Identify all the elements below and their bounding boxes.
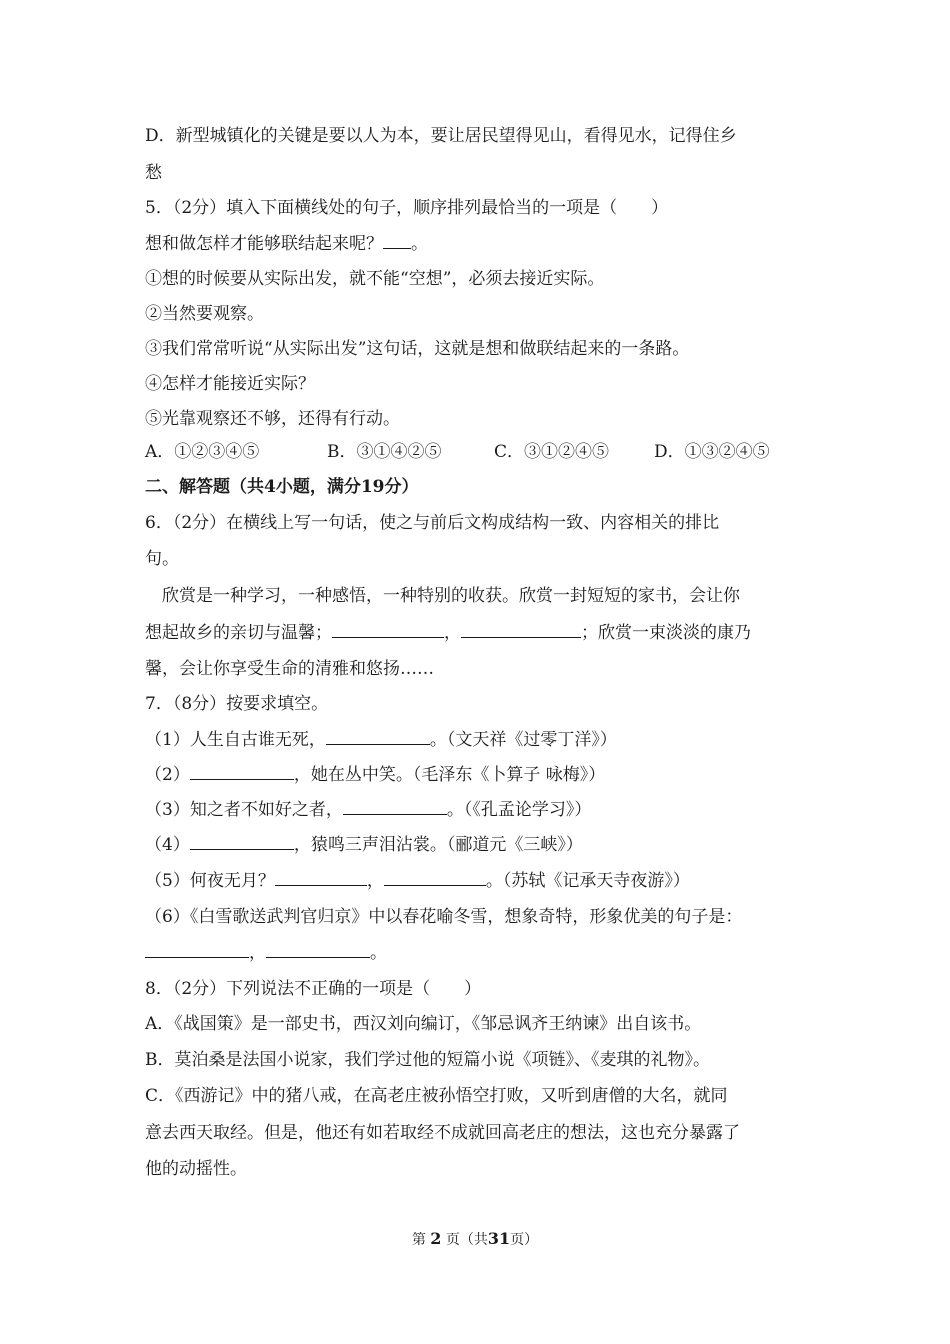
q4-option-d-line2: 愁 [145,163,162,183]
footer-prefix: 第 [411,1232,426,1248]
q6-para-text-a: 想起故乡的亲切与温馨； [145,623,332,643]
q7-item5-blank-1 [275,869,367,886]
q6-para-line1: 欣赏是一种学习，一种感悟，一种特别的收获。欣赏一封短短的家书，会让你 [162,586,740,606]
q7-item-4 [145,833,583,857]
q5-sentence-1: ①想的时候要从实际出发，就不能“空想”，必须去接近实际。 [145,269,605,289]
q7-item6-blank-1 [145,941,249,958]
q5-option-b: B．③①④②⑤ [327,442,442,462]
q5-options [145,440,770,464]
q7-item5-text: （5）何夜无月？ [145,871,275,891]
q8-option-c-line1: C．《西游记》中的猪八戒，在高老庄被孙悟空打败，又听到唐僧的大名，就同 [145,1086,728,1106]
footer-suffix: 页） [510,1232,539,1248]
q7-item2-text: （2） [145,765,190,785]
q7-item1-source: 。（文天祥《过零丁洋》） [429,730,617,750]
page-footer [0,1229,950,1249]
q5-option-c: C．③①②④⑤ [494,442,610,462]
q6-stem-line2: 句。 [145,549,179,569]
q7-item4-blank [190,833,294,850]
q5-prompt-end: 。 [411,234,428,254]
q7-stem: 7．（8分）按要求填空。 [145,694,329,714]
q5-sentence-2: ②当然要观察。 [145,304,264,324]
q5-option-a: A．①②③④⑤ [145,442,260,462]
q7-item5-blank-2 [384,869,486,886]
q7-item3-blank [343,798,447,815]
q6-blank-2 [461,621,581,638]
q7-item2-blank [190,763,294,780]
q7-item4-source: ，猿鸣三声泪沾裳。（郦道元《三峡》） [293,835,583,855]
q8-option-a: A．《战国策》是一部史书，西汉刘向编订，《邹忌讽齐王纳谏》出自该书。 [145,1014,702,1034]
q7-item3-text: （3）知之者不如好之者， [145,800,343,820]
footer-total-pages: 31 [487,1229,511,1248]
q6-blank-1 [332,621,444,638]
q5-sentence-5: ⑤光靠观察还不够，还得有行动。 [145,409,400,429]
q7-item2-source: ，她在丛中笑。（毛泽东《卜算子 咏梅》） [293,765,606,785]
q8-option-c-line3: 他的动摇性。 [145,1159,247,1179]
q7-item5-comma: ， [366,871,384,891]
section-2-heading: 二、解答题（共4小题，满分19分） [145,477,419,497]
q8-stem: 8．（2分）下列说法不正确的一项是（ ） [145,979,482,999]
q7-item6-end: 。 [370,943,387,963]
q5-prompt [145,232,428,256]
q4-option-d-line1: D．新型城镇化的关键是要以人为本，要让居民望得见山，看得见水，记得住乡 [145,126,737,146]
q5-sentence-4: ④怎样才能接近实际？ [145,374,315,394]
q7-item-5 [145,869,690,893]
q7-item-3 [145,798,591,822]
q7-item6-comma: ， [249,943,266,963]
q7-item-6: （6）《白雪歌送武判官归京》中以春花喻冬雪，想象奇特，形象优美的句子是： [145,907,743,927]
q7-item-1 [145,728,617,752]
q6-para-line2 [145,621,751,645]
q6-para-line3: 馨，会让你享受生命的清雅和悠扬…… [145,659,434,679]
q7-item5-source: 。（苏轼《记承天寺夜游》） [485,871,690,891]
q7-item-6-answer [145,941,387,965]
q7-item1-text: （1）人生自古谁无死， [145,730,326,750]
q5-option-d: D．①③②④⑤ [654,442,770,462]
q8-option-c-line2: 意去西天取经。但是，他还有如若取经不成就回高老庄的想法，这也充分暴露了 [145,1123,740,1143]
q7-item3-source: 。（《孔孟论学习》） [446,800,592,820]
q7-item1-blank [326,728,430,745]
q6-stem-line1: 6．（2分）在横线上写一句话，使之与前后文构成结构一致、内容相关的排比 [145,513,720,533]
q5-blank [383,232,411,249]
q5-prompt-text: 想和做怎样才能够联结起来呢？ [145,234,383,254]
q8-option-b: B．莫泊桑是法国小说家，我们学过他的短篇小说《项链》、《麦琪的礼物》。 [145,1050,710,1070]
q7-item6-blank-2 [266,941,370,958]
footer-middle: 页（共 [445,1232,488,1248]
q5-sentence-3: ③我们常常听说“从实际出发”这句话，这就是想和做联结起来的一条路。 [145,339,690,359]
footer-page-number: 2 [430,1229,442,1248]
q6-para-text-b: ， [444,623,461,643]
q7-item4-text: （4） [145,835,190,855]
q6-para-text-c: ；欣赏一束淡淡的康乃 [581,623,751,643]
q5-stem: 5．（2分）填入下面横线处的句子，顺序排列最恰当的一项是（ ） [145,198,669,218]
q7-item-2 [145,763,605,787]
